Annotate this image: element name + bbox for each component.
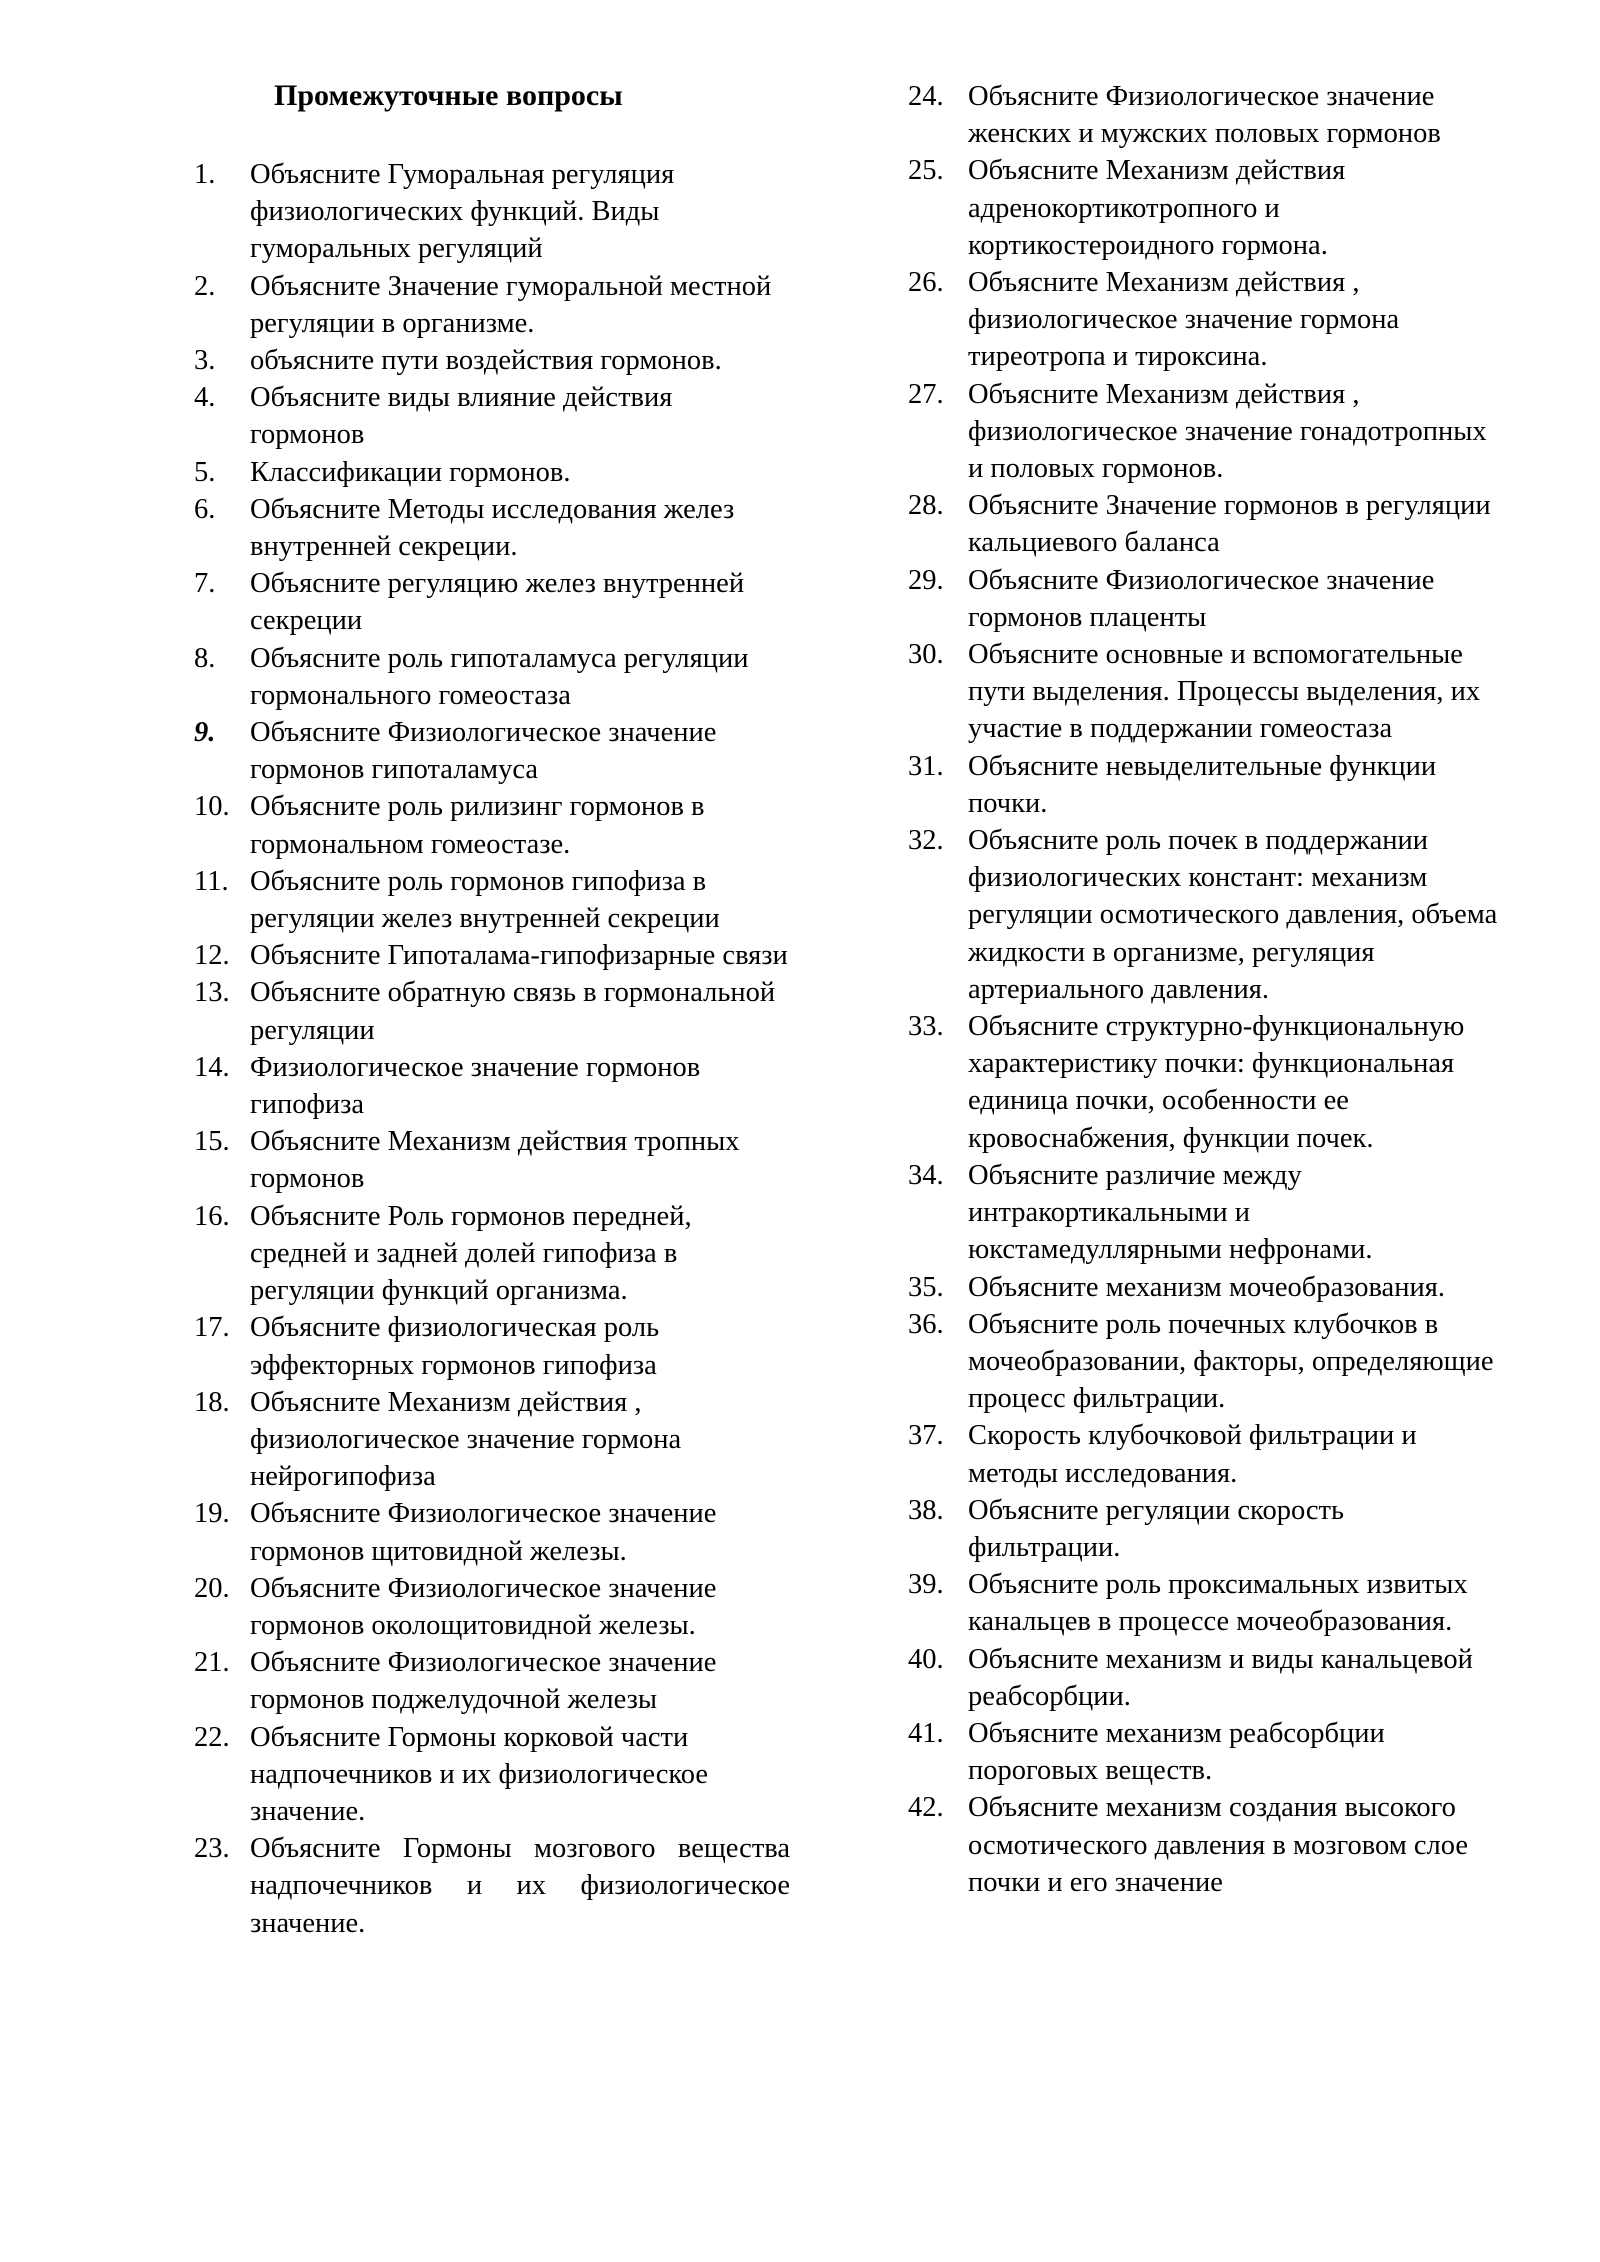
question-number: 16. (194, 1200, 230, 1232)
question-number: 8. (194, 642, 216, 674)
question-number: 41. (908, 1717, 944, 1749)
question-item (908, 1641, 1502, 1715)
question-text: Объясните Физиологическое значение гормонов околощитовидной железы. (250, 1572, 717, 1641)
question-number: 27. (908, 378, 944, 410)
question-number: 26. (908, 267, 944, 299)
question-item (908, 1492, 1502, 1566)
question-text: Объясните Значение гуморальной местной регуляции в организме. (250, 270, 772, 339)
question-text: Объясните Физиологическое значение гормонов плаценты (968, 564, 1435, 633)
question-number: 3. (194, 345, 216, 377)
question-text: Объясните Механизм действия , физиологическое значение гонадотропных и половых гормонов. (968, 378, 1487, 485)
question-number: 9. (194, 717, 216, 749)
question-item (194, 379, 790, 453)
question-text: Объясните физиологическая роль эффекторных гормонов гипофиза (250, 1312, 660, 1381)
question-item (194, 1198, 790, 1310)
question-number: 23. (194, 1833, 230, 1865)
question-text: Объясните механизм реабсорбции пороговых веществ. (968, 1717, 1385, 1787)
question-text: Объясните Гормоны корковой части надпочечников и их физиологическое значение. (250, 1721, 709, 1827)
question-item (194, 342, 790, 379)
question-text: Объясните роль почек в поддержании физиологических констант: механизм регуляции осмотического давления, объема жидкости в организме, регуляция артериального давления. (968, 825, 1498, 1005)
question-item (908, 1566, 1502, 1640)
question-number: 10. (194, 791, 230, 823)
question-text: Объясните роль рилизинг гормонов в гормональном гомеостазе. (250, 791, 705, 860)
question-item (908, 636, 1502, 748)
question-number: 39. (908, 1569, 944, 1601)
question-item (908, 562, 1502, 636)
question-item (908, 376, 1502, 488)
question-item (908, 1789, 1502, 1901)
question-number: 28. (908, 490, 944, 522)
question-item (194, 1495, 790, 1569)
question-text: Физиологическое значение гормонов гипофиза (250, 1051, 701, 1121)
question-item (194, 1570, 790, 1644)
question-number: 38. (908, 1494, 944, 1526)
question-item (194, 491, 790, 565)
question-text: Объясните регуляцию желез внутренней секреции (250, 568, 745, 637)
question-text: Объясните механизм и виды канальцевой реабсорбции. (968, 1643, 1473, 1712)
question-text: Объясните Физиологическое значение женских и мужских половых гормонов (968, 81, 1441, 150)
question-item (194, 974, 790, 1048)
question-text: объясните пути воздействия гормонов. (250, 345, 722, 377)
question-text: Объясните невыделительные функции почки. (968, 750, 1437, 819)
question-text: Скорость клубочковой фильтрации и методы исследования. (968, 1420, 1417, 1489)
question-number: 17. (194, 1312, 230, 1344)
question-number: 34. (908, 1159, 944, 1191)
question-item (908, 822, 1502, 1008)
question-item (194, 1830, 790, 1942)
question-number: 37. (908, 1420, 944, 1452)
question-number: 4. (194, 382, 216, 414)
question-number: 40. (908, 1643, 944, 1675)
question-number: 1. (194, 159, 216, 190)
question-text: Объясните Механизм действия , физиологическое значение гормона нейрогипофиза (250, 1386, 682, 1493)
question-number: 36. (908, 1308, 944, 1340)
question-number: 32. (908, 825, 944, 857)
question-text: Объясните Физиологическое значение гормонов поджелудочной железы (250, 1647, 717, 1716)
question-text: Объясните регуляции скорость фильтрации. (968, 1494, 1345, 1563)
right-column (908, 78, 1502, 1901)
question-item (194, 1049, 790, 1123)
question-item (908, 264, 1502, 376)
question-text: Объясните Физиологическое значение гормонов гипоталамуса (250, 717, 717, 786)
question-item (194, 863, 790, 937)
question-text: Объясните механизм мочеобразования. (968, 1271, 1445, 1303)
question-item (194, 565, 790, 639)
question-number: 21. (194, 1647, 230, 1679)
document-title: Промежуточные вопросы (274, 79, 623, 112)
question-number: 35. (908, 1271, 944, 1303)
question-text: Объясните Гормоны мозгового вещества надпочечников и их физиологическое значение. (250, 1833, 790, 1939)
question-number: 5. (194, 456, 216, 488)
question-item (194, 788, 790, 862)
question-item (194, 156, 790, 268)
question-item (908, 1008, 1502, 1157)
question-text: Объясните роль гипоталамуса регуляции гормонального гомеостаза (250, 642, 749, 711)
question-item (194, 268, 790, 342)
question-text: Объясните Роль гормонов передней, средней и задней долей гипофиза в регуляции функций организма. (250, 1200, 692, 1307)
question-text: Объясните Механизм действия тропных гормонов (250, 1126, 740, 1195)
question-item (908, 152, 1502, 264)
question-item (194, 454, 790, 491)
question-text: Объясните роль проксимальных извитых канальцев в процессе мочеобразования. (968, 1569, 1468, 1638)
question-text: Объясните Гуморальная регуляция физиологических функций. Виды гуморальных регуляций (250, 159, 675, 265)
question-number: 22. (194, 1721, 230, 1753)
question-item (908, 1269, 1502, 1306)
question-item (908, 78, 1502, 152)
question-item (194, 937, 790, 974)
question-text: Объясните Методы исследования желез внутренней секреции. (250, 493, 735, 563)
question-text: Классификации гормонов. (250, 456, 571, 488)
question-list-left (194, 156, 790, 1942)
question-item (194, 1644, 790, 1718)
question-number: 13. (194, 977, 230, 1009)
question-text: Объясните различие между интракортикальными и юкстамедуллярными нефронами. (968, 1159, 1373, 1266)
question-number: 25. (908, 155, 944, 187)
question-text: Объясните Физиологическое значение гормонов щитовидной железы. (250, 1498, 717, 1567)
question-text: Объясните Значение гормонов в регуляции кальциевого баланса (968, 490, 1491, 559)
question-number: 19. (194, 1498, 230, 1530)
question-item (194, 1719, 790, 1831)
question-text: Объясните основные и вспомогательные пути выделения. Процессы выделения, их участие в поддержании гомеостаза (968, 639, 1481, 745)
question-item (194, 1384, 790, 1496)
question-number: 24. (908, 81, 944, 112)
question-text: Объясните механизм создания высокого осмотического давления в мозговом слое почки и его значение (968, 1792, 1469, 1898)
question-text: Объясните обратную связь в гормональной регуляции (250, 977, 776, 1046)
question-number: 20. (194, 1572, 230, 1604)
question-number: 12. (194, 940, 230, 972)
question-text: Объясните роль гормонов гипофиза в регуляции желез внутренней секреции (250, 865, 720, 935)
question-number: 7. (194, 568, 216, 600)
question-item (908, 1715, 1502, 1789)
question-number: 18. (194, 1386, 230, 1418)
question-list-right (908, 78, 1502, 1901)
question-number: 29. (908, 564, 944, 596)
left-column (194, 78, 790, 1942)
question-text: Объясните структурно-функциональную характеристику почки: функциональная единица почки, особенности ее кровоснабжения, функции почек. (968, 1011, 1465, 1154)
question-item (908, 487, 1502, 561)
question-item (194, 640, 790, 714)
question-number: 33. (908, 1011, 944, 1043)
question-number: 14. (194, 1051, 230, 1083)
question-item (908, 1306, 1502, 1418)
question-number: 15. (194, 1126, 230, 1158)
question-text: Объясните Механизм действия , физиологическое значение гормона тиреотропа и тироксина. (968, 267, 1400, 373)
question-item (194, 714, 790, 788)
question-number: 2. (194, 270, 216, 302)
question-number: 11. (194, 865, 229, 897)
question-text: Объясните виды влияние действия гормонов (250, 382, 673, 451)
question-number: 42. (908, 1792, 944, 1824)
question-item (194, 1309, 790, 1383)
question-number: 30. (908, 639, 944, 671)
question-item (908, 748, 1502, 822)
question-item (194, 1123, 790, 1197)
question-text: Объясните Механизм действия адренокортикотропного и кортикостероидного гормона. (968, 155, 1346, 261)
question-text: Объясните Гипоталама-гипофизарные связи (250, 940, 788, 972)
question-item (908, 1417, 1502, 1491)
question-number: 6. (194, 493, 216, 525)
question-number: 31. (908, 750, 944, 782)
question-item (908, 1157, 1502, 1269)
question-text: Объясните роль почечных клубочков в мочеобразовании, факторы, определяющие процесс фильтрации. (968, 1308, 1494, 1415)
